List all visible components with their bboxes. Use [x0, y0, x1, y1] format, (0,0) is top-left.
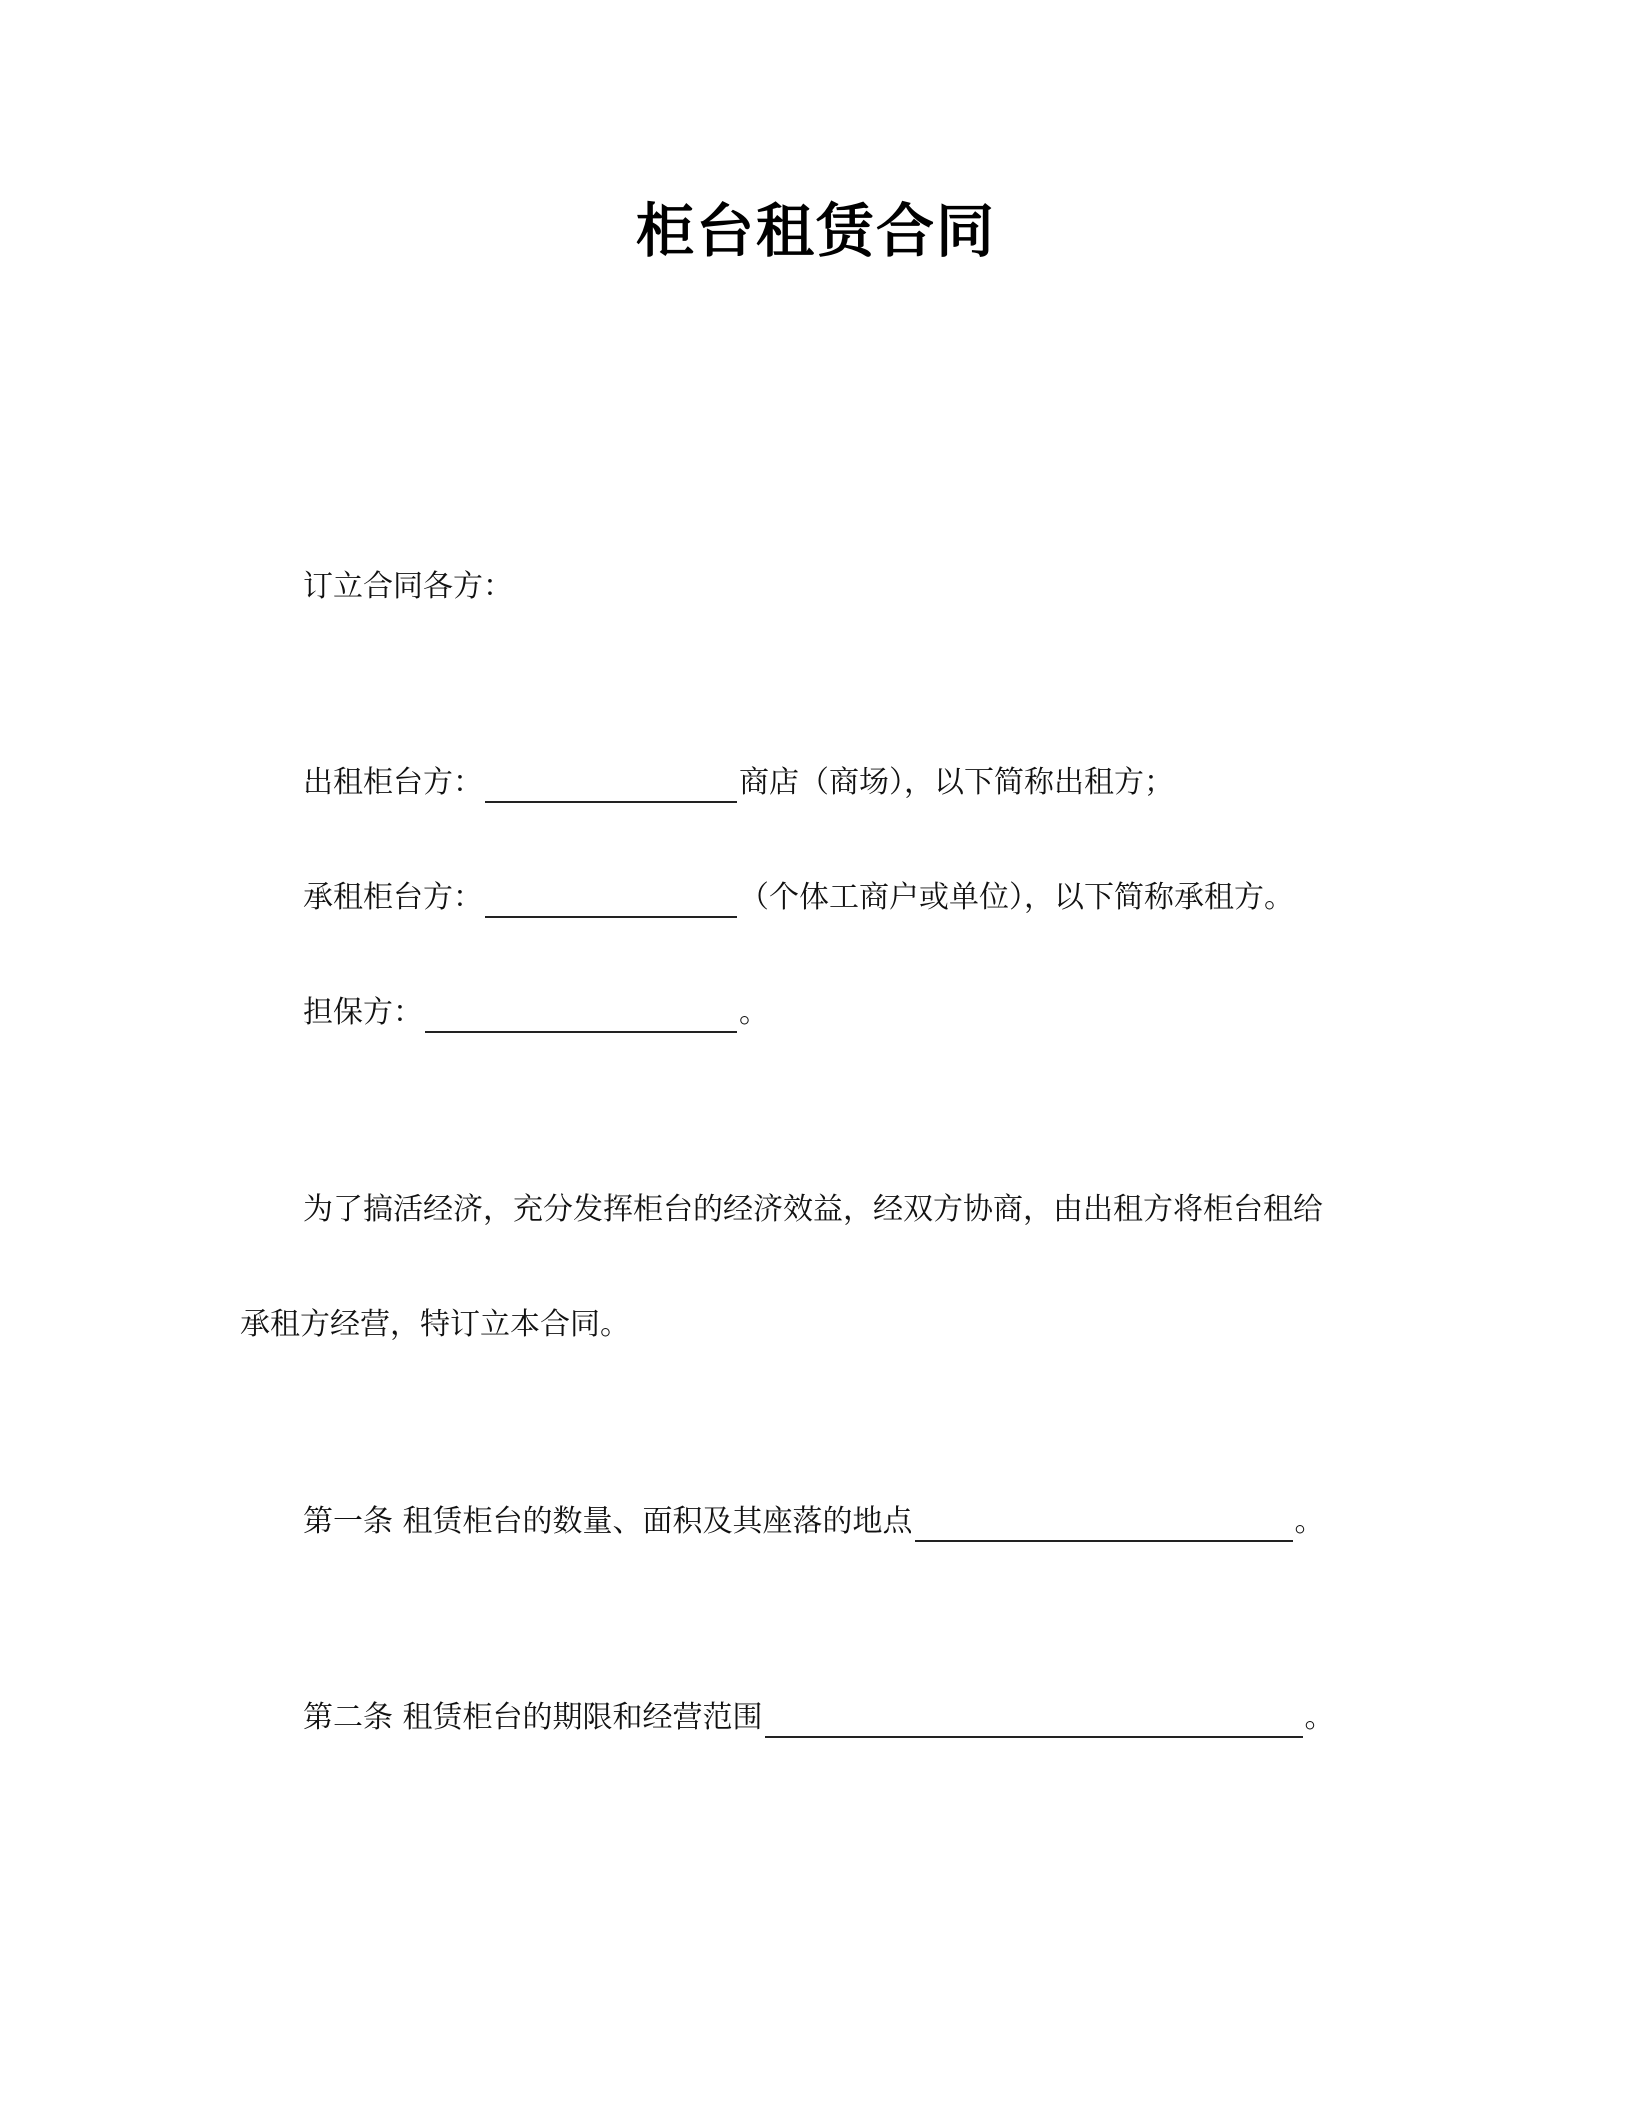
- article-2: [303, 1698, 1335, 1738]
- guarantor-suffix: 。: [739, 995, 769, 1030]
- lessee-line: [303, 878, 1294, 918]
- lessor-suffix: 商店（商场），以下简称出租方；: [739, 765, 1174, 800]
- article-1-blank: [915, 1504, 1293, 1542]
- document-title: 柜台租赁合同: [635, 197, 996, 265]
- lessee-label: 承租柜台方：: [303, 880, 483, 915]
- article-1-label: 第一条 租赁柜台的数量、面积及其座落的地点: [303, 1504, 913, 1539]
- lessor-label: 出租柜台方：: [303, 765, 483, 800]
- preamble-line-1: 为了搞活经济，充分发挥柜台的经济效益，经双方协商，由出租方将柜台租给: [303, 1192, 1323, 1227]
- article-1-suffix: 。: [1294, 1504, 1325, 1539]
- lessor-blank: [485, 765, 737, 803]
- guarantor-label: 担保方：: [303, 995, 423, 1030]
- lessee-blank: [485, 880, 737, 918]
- lessor-line: [303, 763, 1174, 803]
- guarantor-line: [303, 993, 769, 1033]
- lessee-suffix: （个体工商户或单位），以下简称承租方。: [739, 880, 1294, 915]
- article-2-label: 第二条 租赁柜台的期限和经营范围: [303, 1700, 763, 1735]
- article-2-blank: [765, 1700, 1303, 1738]
- preamble-line-2: 承租方经营，特订立本合同。: [240, 1307, 630, 1342]
- article-1: [303, 1502, 1325, 1542]
- parties-heading: 订立合同各方：: [303, 569, 513, 604]
- article-2-suffix: 。: [1304, 1700, 1335, 1735]
- guarantor-blank: [425, 995, 737, 1033]
